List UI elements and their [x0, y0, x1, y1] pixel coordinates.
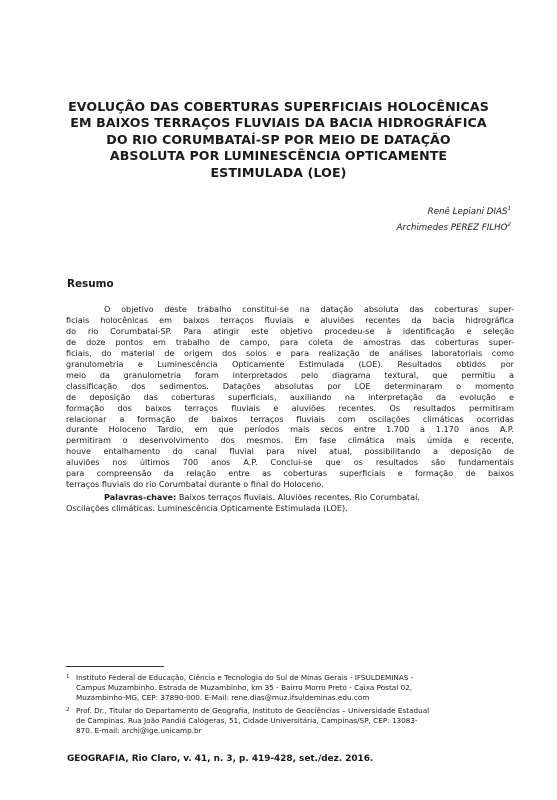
- abstract-line: O objetivo deste trabalho constitui-se na datação absoluta das coberturas super-: [104, 304, 514, 314]
- keywords-line: [66, 492, 514, 503]
- title-line: EM BAIXOS TERRAÇOS FLUVIAIS DA BACIA HIDROGRÁFICA: [70, 115, 487, 131]
- abstract-line: para compreensão da relação entre as coberturas superficiais e formação de baixos: [66, 468, 514, 479]
- keywords-line: Oscilações climáticas. Luminescência Opticamente Estimulada (LOE).: [66, 503, 348, 513]
- title-line: ABSOLUTA POR LUMINESCÊNCIA OPTICAMENTE: [109, 148, 448, 164]
- footnote-line: [66, 706, 514, 716]
- footnote: [66, 673, 514, 703]
- abstract-line: classificação dos sedimentos. Datações absolutas por LOE determinaram o momento: [66, 380, 514, 391]
- abstract-line: meio da granulometria foram interpretados pelo diagrama textural, que permitiu a: [66, 369, 514, 380]
- abstract-line: ficiais holocênicas em baixos terraços fluviais e aluviões recentes da bacia hidrográfica: [66, 314, 514, 325]
- footnote-mark: 2: [66, 707, 70, 713]
- title-line: ESTIMULADA (LOE): [210, 164, 347, 180]
- footnote-text: Instituto Federal de Educação, Ciência e Tecnologia do Sul de Minas Gerais - IFSULDEMINAS -: [76, 673, 414, 682]
- title-line: EVOLUÇÃO DAS COBERTURAS SUPERFICIAIS HOLOCÊNICAS: [68, 99, 489, 114]
- abstract-line: do rio Corumbataí-SP. Para atingir este objetivo procedeu-se à identificação e seleção: [66, 325, 514, 336]
- author-name: Archimedes PEREZ FILHO: [396, 223, 508, 233]
- keywords-label: Palavras-chave:: [104, 492, 177, 502]
- abstract-line: terraços fluviais do rio Corumbataí durante o final do Holoceno.: [66, 479, 324, 490]
- abstract-line: permitiram o desenvolvimento dos mesmos. Em fase climática mais úmida e recente,: [66, 435, 514, 446]
- keywords-text: Baixos terraços fluviais. Aluviões recentes. Rio Corumbataí.: [176, 492, 420, 502]
- author-footnote-mark: 2: [507, 222, 511, 228]
- abstract-heading: Resumo: [67, 278, 114, 290]
- author-footnote-mark: 1: [507, 206, 511, 212]
- footnote-line: Campus Muzambinho. Estrada de Muzambinho, km 35 - Bairro Morro Preto - Caixa Postal 02,: [76, 683, 413, 692]
- author-name: Renê Lepiani DIAS: [427, 207, 508, 217]
- abstract-line: durante Holoceno Tardio, em que períodos mais secos entre 1.700 a 1.170 anos A.P.: [66, 424, 514, 435]
- abstract-body: [66, 304, 514, 490]
- paper-title: [60, 99, 497, 181]
- abstract-line: granulometria e Luminescência Opticamente Estimulada (LOE). Resultados obtidos por: [66, 358, 514, 369]
- keywords: [66, 492, 514, 514]
- footnote-divider: [66, 666, 164, 667]
- abstract-line: de deposição das coberturas superficiais, auxiliando na interpretação da evolução e: [66, 391, 514, 402]
- author: [397, 203, 511, 219]
- abstract-line: relacionar a formação de baixos terraços fluviais com oscilações climáticas ocorridas: [66, 413, 514, 424]
- footnote-line: de Campinas. Rua João Pandiá Calógeras, 51, Cidade Universitária, Campinas/SP, CEP: 13083-: [76, 716, 418, 725]
- abstract-line: houve entalhamento do canal fluvial para nível atual, possibilitando a deposição de: [66, 446, 514, 457]
- footnote-mark: 1: [66, 674, 70, 680]
- footnotes: [66, 673, 514, 739]
- author: [397, 219, 511, 235]
- footnote-line: Muzambinho-MG, CEP: 37890-000. E-Mail: rene.dias@muz.ifsuldeminas.edu.com: [76, 693, 370, 702]
- footnote-line: 870. E-mail: archi@ige.unicamp.br: [76, 726, 202, 735]
- author-list: [397, 203, 511, 235]
- title-line: DO RIO CORUMBATAÍ-SP POR MEIO DE DATAÇÃO: [106, 131, 451, 147]
- journal-citation: GEOGRAFIA, Rio Claro, v. 41, n. 3, p. 419-428, set./dez. 2016.: [67, 754, 374, 764]
- abstract-line: formação dos baixos terraços fluviais e aluviões recentes. Os resultados permitiram: [66, 402, 514, 413]
- abstract-line: aluviões nos últimos 700 anos A.P. Conclui-se que os resultados são fundamentais: [66, 457, 514, 468]
- footnote: [66, 706, 514, 736]
- footnote-text: Prof. Dr., Titular do Departamento de Geografia, Instituto de Geociências – Universidade Estadual: [76, 706, 430, 715]
- footnote-line: [66, 673, 514, 683]
- abstract-line: de doze pontos em trabalho de campo, para coleta de amostras das coberturas super-: [66, 336, 514, 347]
- abstract-line: ficiais, do material de origem dos solos e para realização de análises laboratoriais como: [66, 347, 514, 358]
